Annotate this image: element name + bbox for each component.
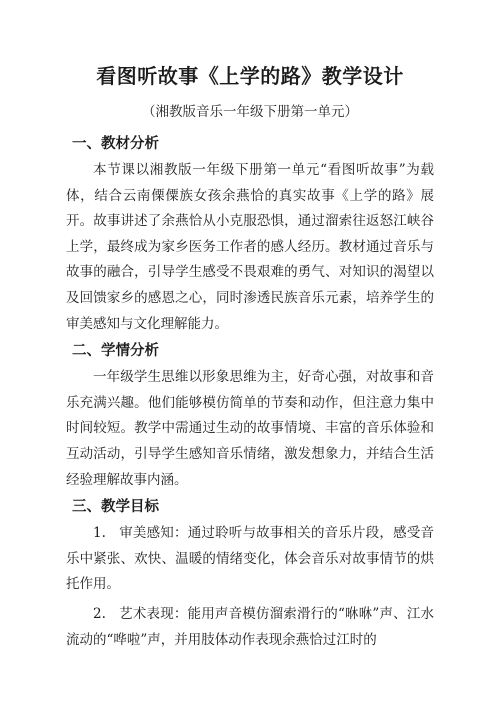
list-item-text: 通过聆听与故事相关的音乐片段，感受音乐中紧张、欢快、温暖的情绪变化，体会音乐对故事情节的烘托作用。	[66, 525, 435, 593]
section-student-analysis	[66, 341, 434, 493]
section-teaching-goals	[66, 497, 434, 653]
document-subtitle: （湘教版音乐一年级下册第一单元）	[142, 104, 358, 120]
list-item-text: 能用声音模仿溜索滑行的“咻咻”声、江水流动的“哗啦”声，并用肢体动作表现余燕恰过江时的	[66, 605, 434, 648]
list-item	[66, 602, 434, 653]
list-item	[66, 521, 434, 598]
section-textbook-analysis	[66, 134, 434, 337]
list-item-number: 2.	[93, 605, 106, 622]
section-heading: 一、教材分析	[72, 136, 159, 152]
list-item-label: 审美感知：	[119, 525, 188, 542]
list-item-label: 艺术表现：	[119, 605, 188, 622]
section-paragraph: 一年级学生思维以形象思维为主，好奇心强，对故事和音乐充满兴趣。他们能够模仿简单的节奏和动作，但注意力集中时间较短。教学中需通过生动的故事情境、丰富的音乐体验和互动活动，引导学生感知音乐情绪，激发想象力，并结合生活经验理解故事内涵。	[66, 369, 434, 488]
section-heading: 三、教学目标	[72, 499, 159, 516]
section-heading: 二、学情分析	[72, 343, 159, 360]
section-paragraph: 本节课以湘教版一年级下册第一单元“看图听故事”为载体，结合云南傈僳族女孩余燕恰的真实故事《上学的路》展开。故事讲述了余燕恰从小克服恐惧，通过溜索往返怒江峡谷上学，最终成为家乡医务工作者的感人经历。教材通过音乐与故事的融合，引导学生感受不畏艰难的勇气、对知识的渴望以及回馈家乡的感恩之心，同时渗透民族音乐元素，培养学生的审美感知与文化理解能力。	[66, 162, 434, 332]
document-title: 看图听故事《上学的路》教学设计	[96, 64, 404, 88]
list-item-number: 1.	[93, 525, 106, 542]
